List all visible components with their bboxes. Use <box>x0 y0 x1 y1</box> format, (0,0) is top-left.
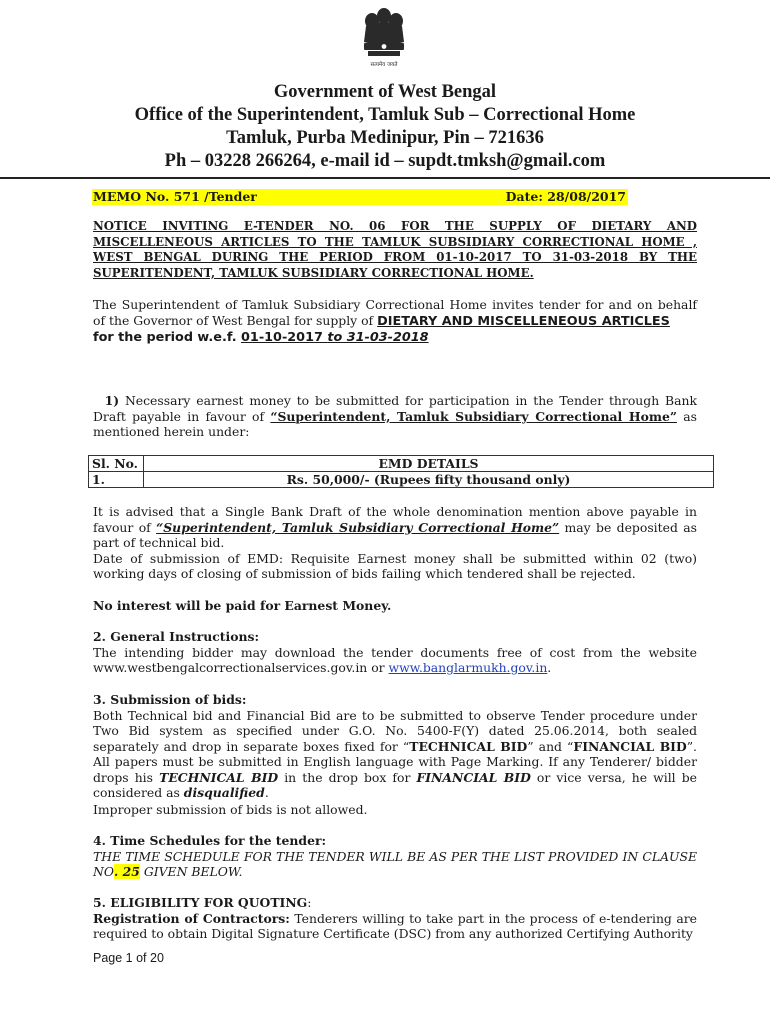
table-row <box>89 456 714 472</box>
header-divider <box>0 177 770 179</box>
emd-row-sl: 1. <box>89 472 144 488</box>
advice-payee: “Superintendent, Tamluk Subsidiary Correctional Home” <box>156 519 560 535</box>
section-3-text-e: or vice versa, he will be considered as <box>93 769 697 800</box>
section-2-paragraph <box>93 629 697 676</box>
section-1-text-b: as mentioned herein under: <box>93 408 698 439</box>
section-1-text-a: Necessary earnest money to be submitted for participation in the Tender through Bank Draft payable in favour of <box>93 393 697 424</box>
memo-date: Date: 28/08/2017 <box>505 189 626 204</box>
heading-contact: Ph – 03228 266264, e-mail id – supdt.tmksh@gmail.com <box>164 151 606 171</box>
emd-col-header-sl: Sl. No. <box>89 456 144 472</box>
intro-period-label: for the period w.e.f. <box>93 330 242 345</box>
section-4-clause: . 25 <box>114 864 140 879</box>
intro-articles: DIETARY AND MISCELLENEOUS ARTICLES <box>377 313 670 329</box>
state-emblem-icon <box>352 4 416 70</box>
section-2-end: . <box>547 660 552 675</box>
banglarmukh-link[interactable]: www.banglarmukh.gov.in <box>388 660 548 675</box>
section-5-title: 5. ELIGIBILITY FOR QUOTING <box>93 895 308 910</box>
emd-row-amount: Rs. 50,000/- (Rupees fifty thousand only) <box>144 472 714 488</box>
section-3-fin2: FINANCIAL BID <box>416 769 531 785</box>
section-1-number: 1) <box>104 393 120 408</box>
heading-address: Tamluk, Purba Medinipur, Pin – 721636 <box>226 128 544 148</box>
section-1-payee: “Superintendent, Tamluk Subsidiary Correctional Home” <box>270 408 677 424</box>
section-4-paragraph <box>93 833 697 880</box>
improper-note: Improper submission of bids is not allowed. <box>93 802 368 817</box>
section-5-colon: : <box>307 895 312 910</box>
heading-government: Government of West Bengal <box>273 82 497 102</box>
section-3-title: 3. Submission of bids: <box>93 692 247 707</box>
section-3-paragraph <box>93 692 697 801</box>
section-3-text-f: . <box>264 785 269 800</box>
heading-office: Office of the Superintendent, Tamluk Sub – Correctional Home <box>134 105 636 125</box>
emd-table <box>88 455 714 488</box>
intro-paragraph <box>93 297 697 346</box>
section-4-end: GIVEN BELOW. <box>139 864 243 879</box>
intro-period-to: to 31-03-2018 <box>327 330 429 345</box>
advice-date-line: Date of submission of EMD: Requisite Earnest money shall be submitted within 02 (two) working days of closing of submission of bids failing which tendered shall be rejected. <box>93 550 697 581</box>
advice-text-a: It is advised that a Single Bank Draft of the whole denomination mention above payable in favour of <box>93 504 697 535</box>
section-4-title: 4. Time Schedules for the tender: <box>93 833 327 848</box>
memo-number: MEMO No. 571 /Tender <box>93 189 257 204</box>
page-number: Page 1 of 20 <box>93 951 164 965</box>
section-3-tech: TECHNICAL BID <box>409 738 528 754</box>
section-4-text: THE TIME SCHEDULE FOR THE TENDER WILL BE AS PER THE LIST PROVIDED IN CLAUSE NO <box>93 848 697 879</box>
section-3-fin: FINANCIAL BID <box>573 738 687 754</box>
section-2-text: The intending bidder may download the tender documents free of cost from the website www.westbengalcorrectionalservices.gov.in or <box>93 644 697 675</box>
advice-text-b: may be deposited as part of technical bid. <box>93 519 697 550</box>
emd-col-header-details: EMD DETAILS <box>144 456 714 472</box>
section-3-text-c: ”. All papers must be submitted in English language with Page Marking. If any Tenderer/ bidder drops his <box>93 738 697 785</box>
intro-text: The Superintendent of Tamluk Subsidiary Correctional Home invites tender for and on behalf of the Governor of West Bengal for supply of <box>93 297 697 328</box>
section-3-text-d: in the drop box for <box>278 769 417 785</box>
advice-paragraph <box>93 504 697 582</box>
no-interest-note: No interest will be paid for Earnest Money. <box>93 598 392 613</box>
notice-title: NOTICE INVITING E-TENDER NO. 06 FOR THE SUPPLY OF DIETARY AND MISCELLENEOUS ARTICLES TO THE TAMLUK SUBSIDIARY CORRECTIONAL HOME , WEST BENGAL DURING THE PERIOD FROM 01-10-2017 TO 31-03-2018 BY THE SUPERITENDENT, TAMLUK SUBSIDIARY CORRECTIONAL HOME. <box>93 219 697 280</box>
section-3-disq: disqualified <box>183 785 265 800</box>
section-5-text: Tenderers willing to take part in the process of e-tendering are required to obtain Digital Signature Certificate (DSC) from any authorized Certifying Authority <box>93 910 697 941</box>
section-5-paragraph <box>93 895 697 942</box>
section-1-paragraph <box>93 393 697 440</box>
intro-period-from: 01-10-2017 <box>241 330 328 345</box>
section-3-tech2: TECHNICAL BID <box>159 769 279 785</box>
section-3-text-a: Both Technical bid and Financial Bid are to be submitted to observe Tender procedure under Two Bid system as specified under G.O. No. 5400-F(Y) dated 25.06.2014, both sealed separately and drop in separate boxes fixed for “ <box>93 707 697 754</box>
emblem-motto: सत्यमेव जयते <box>370 62 398 68</box>
section-2-title: 2. General Instructions: <box>93 629 260 644</box>
table-row <box>89 472 714 488</box>
section-3-text-b: ” and “ <box>527 738 574 754</box>
section-5-lead: Registration of Contractors: <box>93 910 290 926</box>
memo-bar <box>92 189 628 205</box>
